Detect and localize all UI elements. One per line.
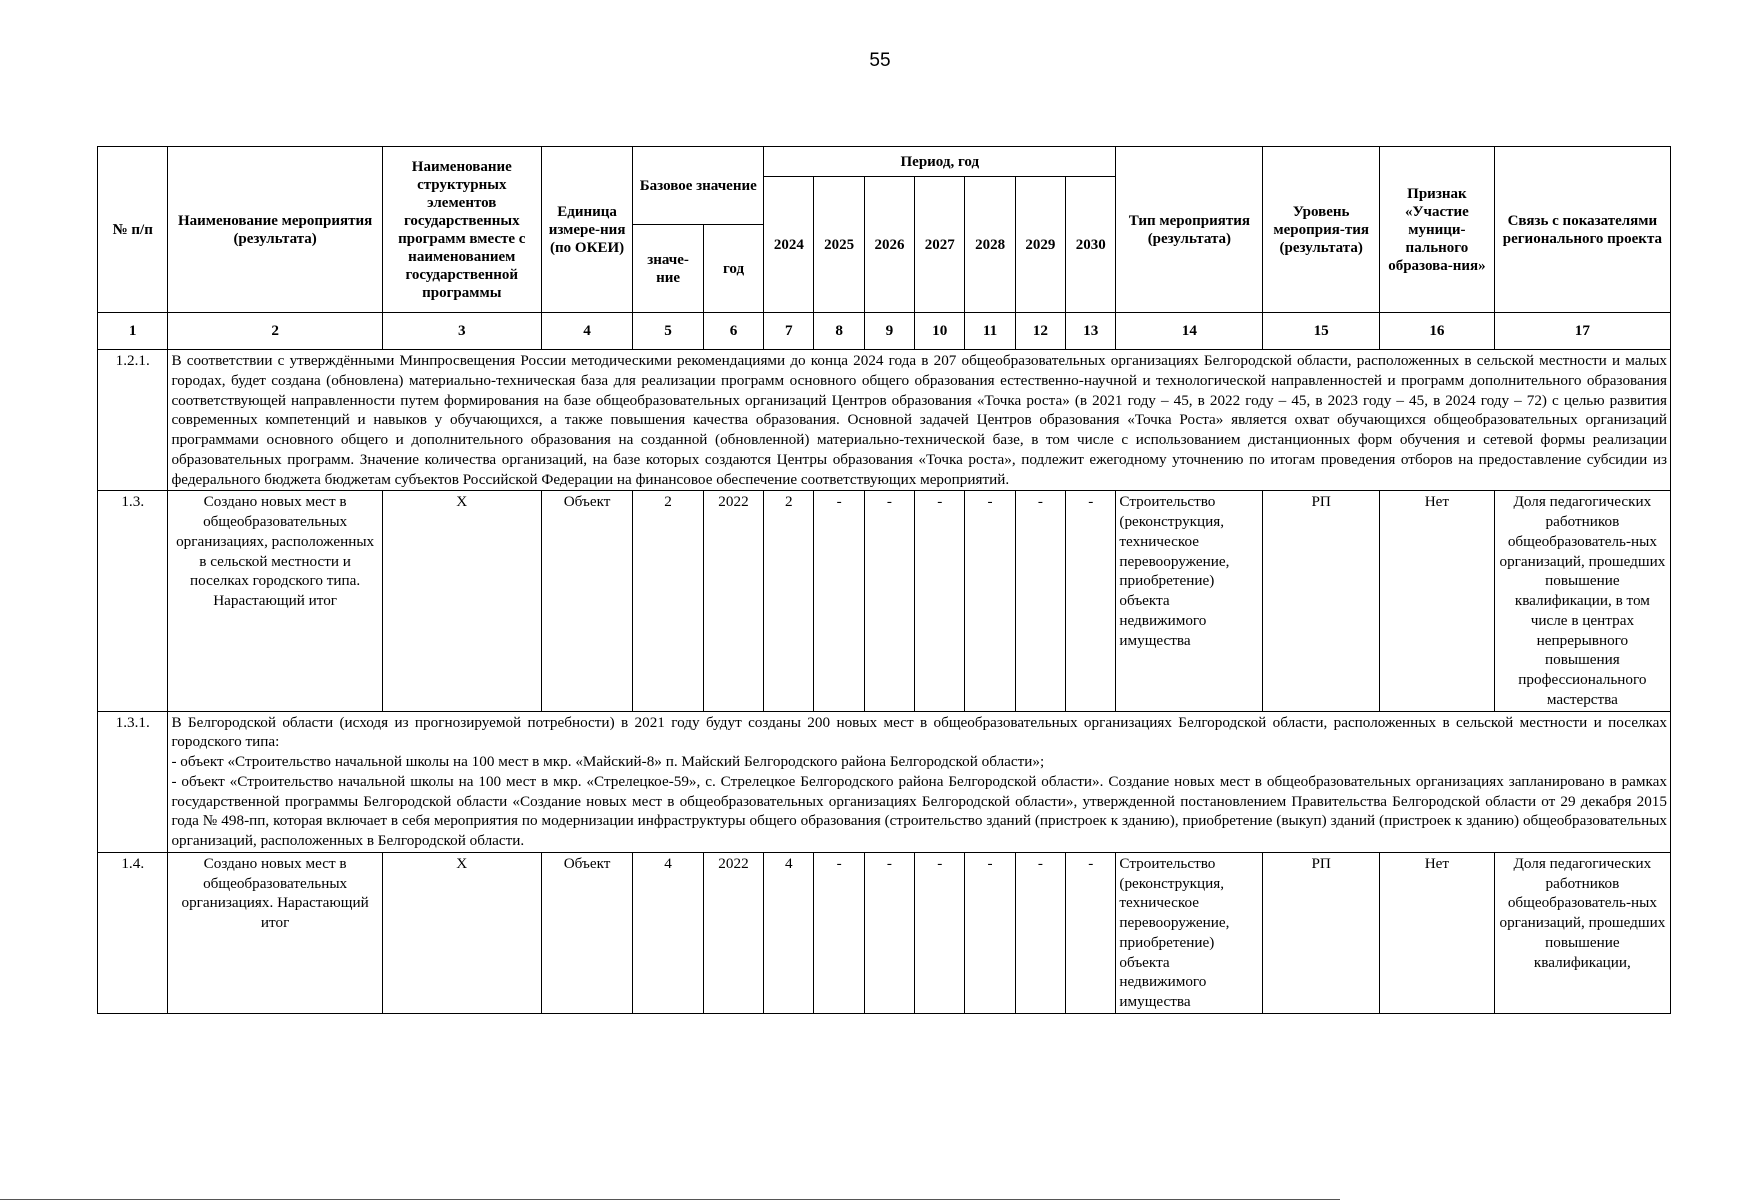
description-paragraph: В Белгородской области (исходя из прогнозируемой потребности) в 2021 году будут созданы 200 новых мест в общеобразовательных организациях Белгородской области, расположенных в сельской местности и поселках городского типа:	[171, 713, 1667, 751]
row-number: 1.3.1.	[98, 711, 168, 852]
column-number: 2	[168, 313, 382, 350]
column-number: 15	[1263, 313, 1380, 350]
column-number: 13	[1066, 313, 1116, 350]
header-base-year: год	[703, 225, 763, 313]
header-year: 2026	[864, 177, 914, 313]
year-value: 4	[764, 852, 814, 1013]
row-description	[168, 711, 1671, 852]
header-year: 2027	[915, 177, 965, 313]
row-number: 1.4.	[98, 852, 168, 1013]
base-value: 4	[633, 852, 703, 1013]
header-row-number: № п/п	[98, 147, 168, 313]
header-year: 2024	[764, 177, 814, 313]
header-base-value: Базовое значение	[633, 147, 764, 225]
unit: Объект	[541, 491, 633, 711]
table-row	[98, 711, 1671, 852]
base-year: 2022	[703, 491, 763, 711]
base-year: 2022	[703, 852, 763, 1013]
measure-type: Строительство (реконструкция, техническое перевооружение, приобретение) объекта недвижимого имущества	[1116, 491, 1263, 711]
column-number: 16	[1380, 313, 1495, 350]
municipal-participation: Нет	[1380, 852, 1495, 1013]
column-number: 8	[814, 313, 864, 350]
column-number: 10	[915, 313, 965, 350]
header-project-link: Связь с показателями регионального проекта	[1494, 147, 1670, 313]
year-value: -	[864, 852, 914, 1013]
row-description: В соответствии с утверждёнными Минпросвещения России методическими рекомендациями до конца 2024 года в 207 общеобразовательных организациях Белгородской области, расположенных в сельской местности и малых городах, будет создана (обновлена) материально-техническая база для реализации программ основного общего образования естественно-научной и технологической направленностей и программ дополнительного образования соответствующей направленности путем формирования на базе общеобразовательных организаций Центров образования «Точка роста» (в 2021 году – 45, в 2022 году – 45, в 2023 году – 45, в 2024 году – 72) с целью развития современных компетенций и навыков у обучающихся, а также повышения качества образования. Основной задачей Центров образования «Точка Роста» является охват обучающихся общеобразовательных организаций программами основного общего и дополнительного образования на созданной (обновленной) материально-технической базе, в том числе с использованием дистанционных форм обучения и сетевой формы реализации образовательных программ. Значение количества организаций, на базе которых создаются Центры образования «Точка роста», подлежит ежегодному уточнению по итогам проведения отборов на предоставление субсидии из федерального бюджета бюджетам субъектов Российской Федерации на финансовое обеспечение соответствующих мероприятий.	[168, 350, 1671, 491]
year-value: -	[965, 491, 1015, 711]
header-year: 2025	[814, 177, 864, 313]
header-structural-elements: Наименование структурных элементов государственных программ вместе с наименованием государственной программы	[382, 147, 541, 313]
project-link: Доля педагогических работников общеобразователь-ных организаций, прошедших повышение квалификации, в том числе в центрах непрерывного повышения профессионального мастерства	[1494, 491, 1670, 711]
header-year: 2029	[1015, 177, 1065, 313]
column-number: 4	[541, 313, 633, 350]
header-measure-name: Наименование мероприятия (результата)	[168, 147, 382, 313]
column-number: 1	[98, 313, 168, 350]
year-value: -	[1066, 491, 1116, 711]
header-base-value-amount: значе-ние	[633, 225, 703, 313]
year-value: -	[814, 491, 864, 711]
table-row	[98, 350, 1671, 491]
year-value: -	[814, 852, 864, 1013]
municipal-participation: Нет	[1380, 491, 1495, 711]
page-number: 55	[869, 50, 891, 71]
year-value: -	[1015, 491, 1065, 711]
column-number: 14	[1116, 313, 1263, 350]
table-row	[98, 852, 1671, 1013]
measures-table	[97, 146, 1671, 1014]
column-number: 7	[764, 313, 814, 350]
table-row	[98, 491, 1671, 711]
column-number: 12	[1015, 313, 1065, 350]
unit: Объект	[541, 852, 633, 1013]
header-year: 2030	[1066, 177, 1116, 313]
measure-level: РП	[1263, 491, 1380, 711]
header-unit: Единица измере-ния (по ОКЕИ)	[541, 147, 633, 313]
year-value: -	[965, 852, 1015, 1013]
column-number: 17	[1494, 313, 1670, 350]
description-paragraph: - объект «Строительство начальной школы на 100 мест в мкр. «Майский-8» п. Майский Белгородского района Белгородской области»;	[171, 753, 1045, 770]
column-number: 6	[703, 313, 763, 350]
column-number: 5	[633, 313, 703, 350]
year-value: -	[915, 491, 965, 711]
column-number: 3	[382, 313, 541, 350]
column-number: 9	[864, 313, 914, 350]
row-number: 1.2.1.	[98, 350, 168, 491]
base-value: 2	[633, 491, 703, 711]
header-measure-type: Тип мероприятия (результата)	[1116, 147, 1263, 313]
column-number-row	[98, 313, 1671, 350]
header-period: Период, год	[764, 147, 1116, 177]
year-value: -	[864, 491, 914, 711]
measure-type: Строительство (реконструкция, техническое перевооружение, приобретение) объекта недвижимого имущества	[1116, 852, 1263, 1013]
header-year: 2028	[965, 177, 1015, 313]
year-value: -	[915, 852, 965, 1013]
structural-elements: X	[382, 852, 541, 1013]
measure-name: Создано новых мест в общеобразовательных организациях, расположенных в сельской местности и поселках городского типа. Нарастающий итог	[168, 491, 382, 711]
year-value: -	[1015, 852, 1065, 1013]
year-value: -	[1066, 852, 1116, 1013]
header-measure-level: Уровень мероприя-тия (результата)	[1263, 147, 1380, 313]
year-value: 2	[764, 491, 814, 711]
measure-name: Создано новых мест в общеобразовательных организациях. Нарастающий итог	[168, 852, 382, 1013]
header-municipal-participation: Признак «Участие муници-пального образова-ния»	[1380, 147, 1495, 313]
structural-elements: X	[382, 491, 541, 711]
row-number: 1.3.	[98, 491, 168, 711]
description-paragraph: - объект «Строительство начальной школы на 100 мест в мкр. «Стрелецкое-59», с. Стрелецкое Белгородского района Белгородской области». Создание новых мест в общеобразовательных организациях запланировано в рамках государственной программы Белгородской области «Создание новых мест в общеобразовательных организациях Белгородской области», утвержденной постановлением Правительства Белгородской области от 29 декабря 2015 года № 498-пп, которая включает в себя мероприятия по модернизации инфраструктуры общего образования (строительство зданий (пристроек к зданию), приобретение (выкуп) зданий (пристроек к зданию) общеобразовательных организаций, расположенных в Белгородской области.	[171, 772, 1667, 849]
project-link: Доля педагогических работников общеобразователь-ных организаций, прошедших повышение квалификации,	[1494, 852, 1670, 1013]
column-number: 11	[965, 313, 1015, 350]
measure-level: РП	[1263, 852, 1380, 1013]
